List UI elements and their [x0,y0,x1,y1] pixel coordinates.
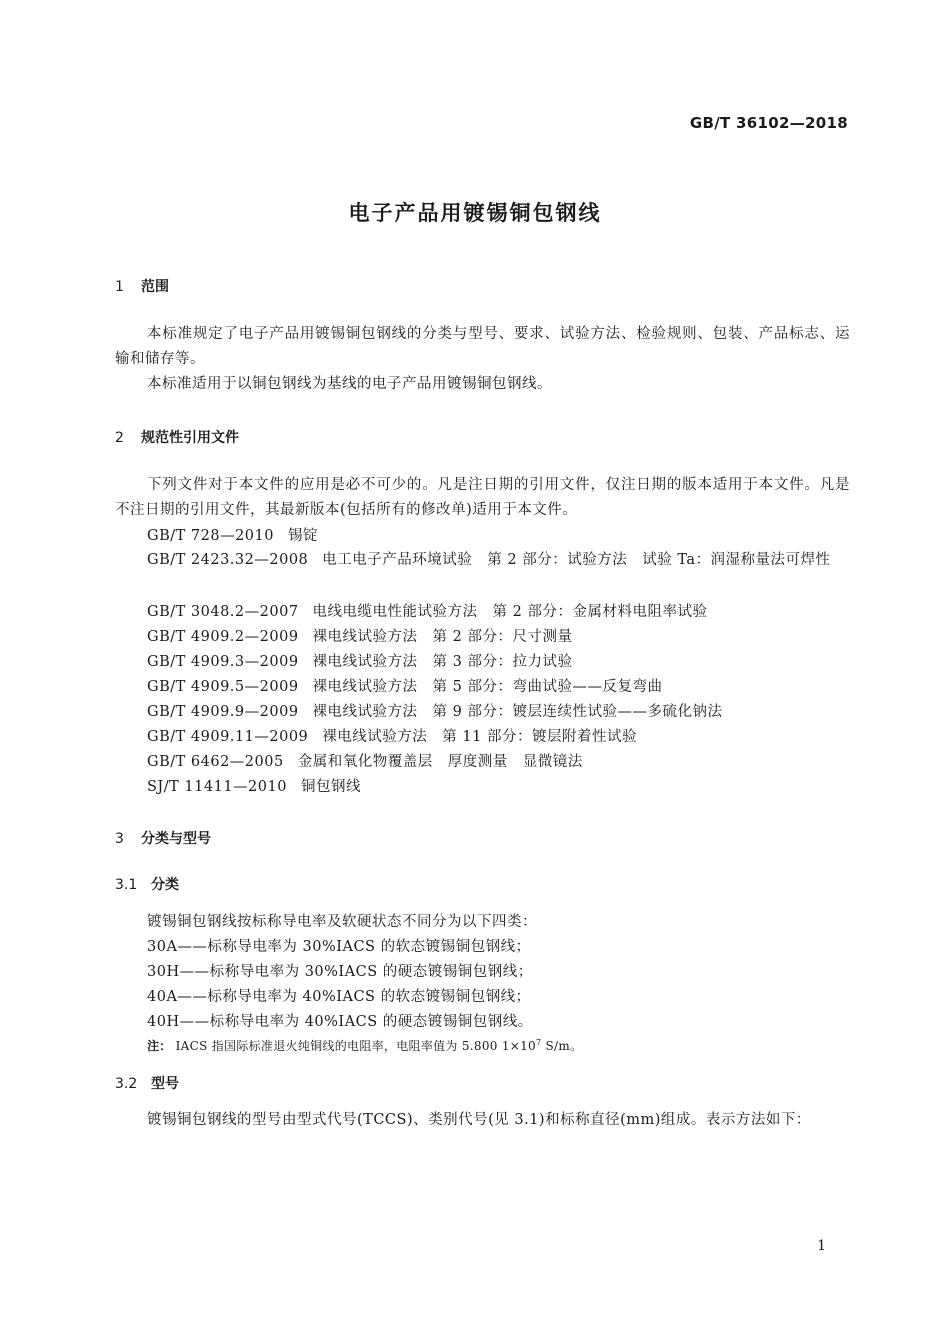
reference-item [147,600,708,621]
reference-title: 电线电缆电性能试验方法 第 2 部分：金属材料电阻率试验 [312,604,708,620]
section-title: 规范性引用文件 [141,430,239,446]
normative-intro: 下列文件对于本文件的应用是必不可少的。凡是注日期的引用文件，仅注日期的版本适用于本文件。凡是不注日期的引用文件，其最新版本(包括所有的修改单)适用于本文件。 [115,477,850,518]
reference-item [115,548,850,573]
section-number: 3 [115,831,124,847]
section-title: 分类与型号 [141,831,211,847]
section-heading-normative [115,427,239,447]
reference-title: 锡锭 [287,528,318,544]
reference-code: GB/T 2423.32—2008 [147,552,309,568]
note-label: 注： [147,1039,172,1053]
reference-title: 裸电线试验方法 第 3 部分：拉力试验 [312,654,573,670]
document-title: 电子产品用镀锡铜包钢线 [348,201,602,225]
reference-code: GB/T 4909.3—2009 [147,654,299,670]
classification-item: 30A——标称导电率为 30%IACS 的软态镀锡铜包钢线； [147,939,531,955]
subsection-title: 分类 [151,877,179,893]
reference-item [147,625,573,646]
classification-note [147,1037,582,1054]
reference-code: SJ/T 11411—2010 [147,779,287,795]
note-exponent: 7 [535,1038,542,1047]
subsection-title: 型号 [151,1076,179,1092]
subsection-number: 3.2 [115,1076,138,1092]
reference-code: GB/T 4909.5—2009 [147,679,299,695]
reference-title: 裸电线试验方法 第 9 部分：镀层连续性试验——多硫化钠法 [312,704,723,720]
reference-code: GB/T 728—2010 [147,528,274,544]
reference-item [147,524,318,545]
section-heading-classification [115,828,211,848]
reference-code: GB/T 6462—2005 [147,754,284,770]
section-heading-scope [115,276,169,296]
reference-title: 裸电线试验方法 第 2 部分：尺寸测量 [312,629,573,645]
reference-item [147,750,583,771]
reference-title: 电工电子产品环境试验 第 2 部分：试验方法 试验 Ta：润湿称量法可焊性 [322,552,831,568]
model-paragraph: 镀锡铜包钢线的型号由型式代号(TCCS)、类别代号(见 3.1)和标称直径(mm)组成。表示方法如下： [147,1112,811,1128]
section-number: 2 [115,430,124,446]
note-unit: S/m。 [541,1039,583,1053]
reference-code: GB/T 4909.2—2009 [147,629,299,645]
reference-item [147,700,723,721]
reference-item [147,725,637,746]
reference-item [147,675,663,696]
classification-item: 40H——标称导电率为 40%IACS 的硬态镀锡铜包钢线。 [147,1014,533,1030]
page-number: 1 [817,1238,826,1254]
reference-code: GB/T 4909.11—2009 [147,729,309,745]
reference-item [147,775,361,796]
note-text: IACS 指国际标准退火纯铜线的电阻率，电阻率值为 5.800 1×10 [175,1039,536,1053]
reference-code: GB/T 3048.2—2007 [147,604,299,620]
reference-item [147,650,573,671]
standard-code: GB/T 36102—2018 [689,114,848,132]
reference-title: 铜包钢线 [300,779,361,795]
classification-item: 40A——标称导电率为 40%IACS 的软态镀锡铜包钢线； [147,989,531,1005]
classification-intro: 镀锡铜包钢线按标称导电率及软硬状态不同分为以下四类： [147,914,537,930]
subsection-number: 3.1 [115,877,138,893]
classification-item: 30H——标称导电率为 30%IACS 的硬态镀锡铜包钢线； [147,964,533,980]
reference-title: 金属和氧化物覆盖层 厚度测量 显微镜法 [297,754,583,770]
reference-code: GB/T 4909.9—2009 [147,704,299,720]
section-number: 1 [115,279,124,295]
scope-paragraph-1: 本标准规定了电子产品用镀锡铜包钢线的分类与型号、要求、试验方法、检验规则、包装、产品标志、运输和储存等。 [115,326,850,367]
section-title: 范围 [141,279,169,295]
reference-title: 裸电线试验方法 第 5 部分：弯曲试验——反复弯曲 [312,679,663,695]
scope-paragraph-2: 本标准适用于以铜包钢线为基线的电子产品用镀锡铜包钢线。 [147,376,552,392]
subsection-heading-3-1 [115,874,179,894]
reference-title: 裸电线试验方法 第 11 部分：镀层附着性试验 [322,729,637,745]
subsection-heading-3-2 [115,1073,179,1093]
